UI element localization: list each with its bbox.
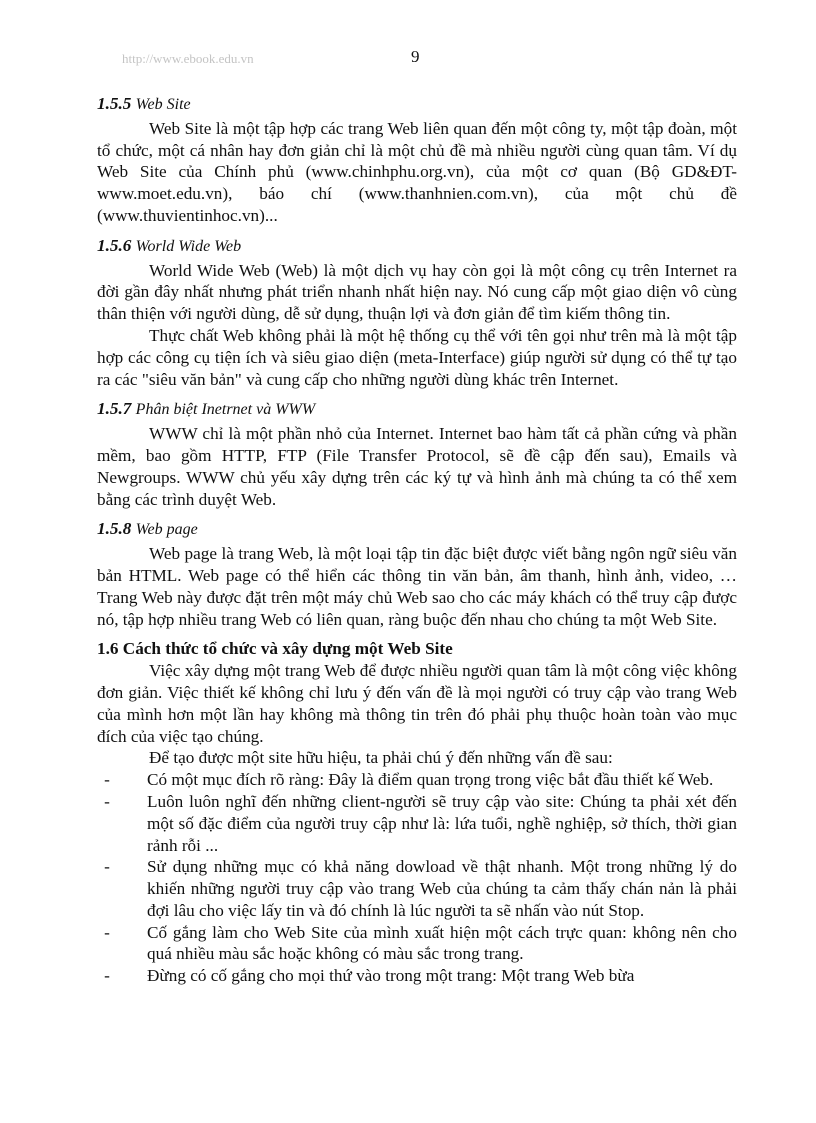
section-title: Phân biệt Inetrnet và WWW [135, 401, 316, 419]
section-number: 1.5.8 [97, 519, 132, 539]
paragraph: Thực chất Web không phải là một hệ thống cụ thể với tên gọi như trên mà là một tập hợp các công cụ tiện ích và siêu giao diện (meta-Interface) giúp người sử dụng có thể tự tạo ra các "siêu văn bản" và cung cấp cho những người dùng khác trên Internet. [97, 325, 737, 389]
bullet-dash: - [104, 966, 110, 986]
list-item [104, 791, 737, 856]
section-1-5-5 [97, 93, 737, 227]
section-title: Web Site [135, 96, 191, 113]
list-item [104, 965, 737, 987]
section-heading [97, 235, 737, 258]
paragraph: Web page là trang Web, là một loại tập tin đặc biệt được viết bằng ngôn ngữ siêu văn bản HTML. Web page có thể hiển các thông tin văn bản, âm thanh, hình ảnh, video, … Trang Web này được đặt trên một máy chủ Web sao cho các máy khách có thể truy cập được nó, tập hợp nhiều trang Web có liên quan, ràng buộc đến nhau cho chúng ta một Web Site. [97, 544, 737, 629]
section-1-5-7 [97, 398, 737, 510]
page-content [97, 93, 737, 987]
paragraph: Web Site là một tập hợp các trang Web liên quan đến một công ty, một tập đoàn, một tổ chức, một cá nhân hay đơn giản chỉ là một chủ đề mà nhiều người cùng quan tâm. Ví dụ Web Site của Chính phủ (www.chinhphu.org.vn), của một cơ quan (Bộ GD&ĐT-www.moet.edu.vn), báo chí (www.thanhnien.com.vn), của một chủ đề (www.thuvientinhoc.vn)... [97, 118, 737, 225]
list-item [104, 856, 737, 921]
paragraph: Để tạo được một site hữu hiệu, ta phải chú ý đến những vấn đề sau: [149, 748, 613, 768]
list-item-text: Có một mục đích rõ ràng: Đây là điểm quan trọng trong việc bắt đầu thiết kế Web. [147, 770, 714, 790]
bullet-dash: - [104, 770, 110, 790]
list-item [104, 922, 737, 966]
list-item-text: Sử dụng những mục có khả năng dowload về thật nhanh. Một trong những lý do khiến những người truy cập vào trang Web của chúng ta cảm thấy chán nản là phải đợi lâu cho việc lấy tin và đó chính là lúc người ta sẽ nhấn vào nút Stop. [147, 857, 737, 920]
section-number: 1.5.5 [97, 94, 132, 113]
section-heading [97, 398, 737, 421]
bullet-dash: - [104, 922, 110, 942]
bullet-dash: - [104, 857, 110, 877]
list-item-text: Đừng có cố gắng cho mọi thứ vào trong một trang: Một trang Web bừa [147, 966, 635, 986]
section-1-5-6 [97, 235, 737, 391]
list-item [104, 769, 737, 791]
section-heading [97, 93, 737, 116]
list-item-text: Cố gắng làm cho Web Site của mình xuất hiện một cách trực quan: không nên cho quá nhiều màu sắc hoặc không có màu sắc trong trang. [147, 922, 737, 964]
bullet-list [97, 769, 737, 987]
section-1-6 [97, 638, 737, 987]
list-item-text: Luôn luôn nghĩ đến những client-người sẽ truy cập vào site: Chúng ta phải xét đến một số đặc điểm của người truy cập như là: lứa tuổi, nghề nghiệp, sở thích, thời gian rảnh rỗi ... [147, 791, 737, 855]
paragraph: World Wide Web (Web) là một dịch vụ hay còn gọi là một công cụ trên Internet ra đời gần đây nhất nhưng phát triển nhanh nhất hiện nay. Nó cung cấp một giao diện vô cùng thân thiện với người dùng, dễ sử dụng, thuận lợi và đơn giản để tìm kiếm thông tin. [97, 260, 737, 324]
section-heading [97, 518, 737, 541]
bullet-dash: - [104, 791, 110, 811]
section-number: 1.5.7 [97, 399, 132, 419]
watermark-url: http://www.ebook.edu.vn [122, 51, 254, 66]
paragraph: Việc xây dựng một trang Web để được nhiều người quan tâm là một công việc không đơn giản. Việc thiết kế không chỉ lưu ý đến vấn đề là mọi người có truy cập vào trang Web của mình hơn một lần hay không mà thông tin trên đó phải phụ thuộc hoàn toàn vào mục đích của việc tạo chúng. [97, 661, 737, 746]
section-1-5-8 [97, 518, 737, 630]
section-title: Web page [135, 521, 198, 539]
page-number: 9 [411, 47, 420, 66]
chapter-heading: 1.6 Cách thức tổ chức và xây dựng một Web Site [97, 639, 453, 659]
paragraph: WWW chỉ là một phần nhỏ của Internet. Internet bao hàm tất cả phần cứng và phần mềm, bao gồm HTTP, FTP (File Transfer Protocol, sẽ đề cập đến sau), Emails và Newgroups. WWW chủ yếu xây dựng trên các ký tự và hình ảnh mà chúng ta có thể xem bằng các trình duyệt Web. [97, 424, 737, 509]
section-title: World Wide Web [135, 237, 242, 255]
section-number: 1.5.6 [97, 235, 132, 255]
